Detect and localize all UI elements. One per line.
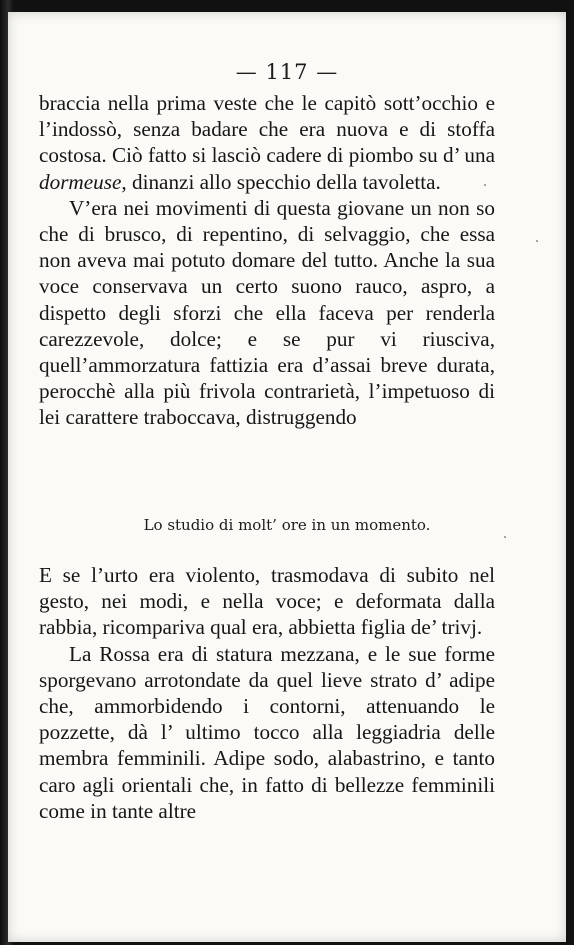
paragraph-2: V’era nei movimenti di questa giovane un non so che di brusco, di repentino, di selvaggio, che essa non aveva mai potuto domare del tutto. Anche la sua voce conservava un certo suono rauco, aspro, a dispetto degli sforzi che ella faceva per renderla carezzevole, dolce; e se pur vi riusciva, quell’ammorzatura fattizia era d’assai breve durata, perocchè alla più frivola contrarietà, l’impetuoso di lei carattere traboccava, distruggendo (39, 195, 495, 430)
paragraph-1-text-b: , dinanzi allo specchio della tavoletta. (121, 169, 441, 194)
paragraph-3: E se l’urto era violento, trasmodava di subito nel gesto, nei modi, e nella voce; e deformata dalla rabbia, ricompariva qual era, abbietta figlia de’ trivj. (39, 563, 495, 640)
scan-speck (484, 184, 486, 186)
book-page (8, 12, 566, 942)
paragraph-4: La Rossa era di statura mezzana, e le sue forme sporgevano arrotondate da quel lieve strato d’ adipe che, ammorbidendo i contorni, attenuando le pozzette, dà l’ ultimo tocco alla leggiadria delle membra femminili. Adipe sodo, alabastrino, e tanto caro agli orientali che, in fatto di bellezze femminili come in tante altre (39, 641, 495, 823)
text-block-bottom (39, 562, 495, 824)
scan-speck (536, 240, 538, 242)
italic-word: dormeuse (39, 169, 122, 194)
paragraph-1-text-a: braccia nella prima veste che le capitò sott’occhio e l’indossò, senza badare che era nuova e di stoffa costosa. Ciò fatto si lasciò cadere di piombo su d’ una (39, 91, 495, 168)
scan-speck (504, 536, 506, 538)
paragraph-1 (39, 90, 495, 195)
page-number: — 117 — (235, 60, 339, 84)
text-block-top (39, 90, 495, 431)
quoted-verse: Lo studio di molt’ ore in un momento. (143, 516, 431, 534)
